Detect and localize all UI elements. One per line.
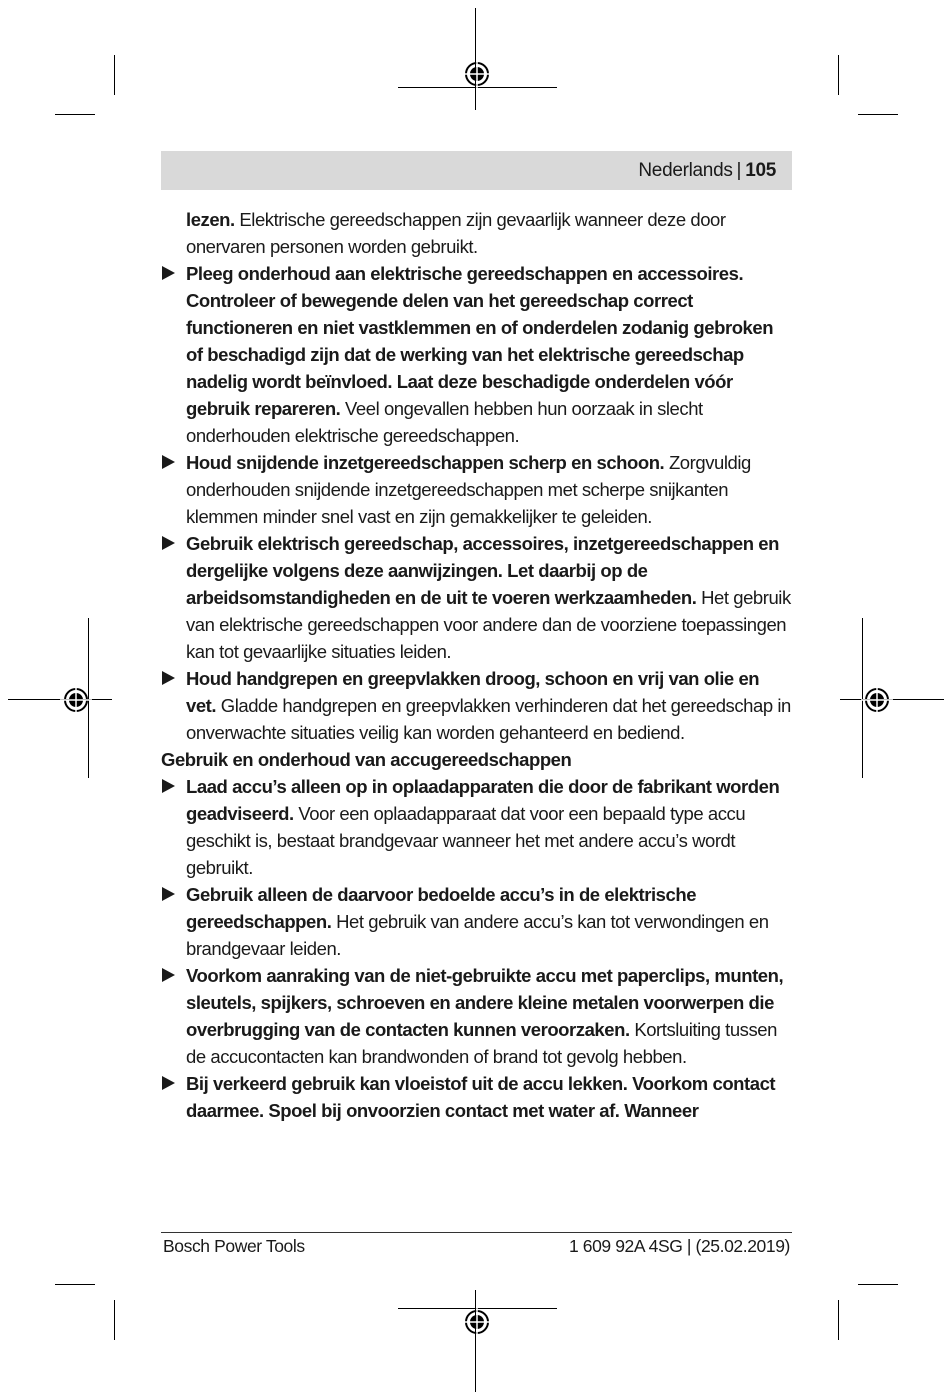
list-item — [161, 881, 793, 962]
bullet-triangle-icon — [162, 779, 175, 793]
list-item — [161, 530, 793, 665]
bullet-triangle-icon — [162, 266, 175, 280]
intro-bold: lezen. — [186, 209, 235, 230]
intro-text: Elektrische gereedschappen zijn gevaarlijk wanneer deze door onervaren personen worden gebruikt. — [186, 209, 726, 257]
item-bold: Houd snijdende inzetgereedschappen scherp en schoon. — [186, 452, 665, 473]
header-language: Nederlands — [638, 160, 733, 181]
item-bold: Bij verkeerd gebruik kan vloeistof uit de accu lekken. Voorkom contact daarmee. Spoel bij onvoorzien contact met water af. Wanneer — [186, 1073, 776, 1121]
footer-rule — [161, 1232, 792, 1233]
list-item — [161, 449, 793, 530]
item-bold: Pleeg onderhoud aan elektrische gereedschappen en accessoires. Controleer of bewegende delen van het gereedschap correct functioneren en niet vastklemmen en of onderdelen zodanig gebroken of beschadigd zijn dat de werking van het elektrische gereedschap nadelig wordt beïnvloed. Laat deze beschadigde onderdelen vóór gebruik repareren. — [186, 263, 774, 419]
list-item — [161, 773, 793, 881]
bullet-triangle-icon — [162, 671, 175, 685]
item-bold: Houd handgrepen en greepvlakken droog, schoon en vrij van olie en vet. — [186, 668, 760, 716]
registration-mark-icon — [60, 684, 92, 716]
bullet-triangle-icon — [162, 1076, 175, 1090]
page-header — [161, 151, 792, 190]
bullet-triangle-icon — [162, 887, 175, 901]
item-text: Veel ongevallen hebben hun oorzaak in slecht onderhouden elektrische gereedschappen. — [186, 398, 703, 446]
list-item — [161, 260, 793, 449]
header-separator: | — [736, 160, 742, 181]
footer-doc-id: 1 609 92A 4SG | (25.02.2019) — [568, 1236, 790, 1256]
item-text: Voor een oplaadapparaat dat voor een bepaald type accu geschikt is, bestaat brandgevaar wanneer het met andere accu’s wordt gebruikt. — [186, 803, 746, 878]
item-bold: Voorkom aanraking van de niet-gebruikte accu met paperclips, munten, sleutels, spijkers, schroeven en andere kleine metalen voorwerpen die overbrugging van de contacten kunnen veroorzaken. — [186, 965, 784, 1040]
header-text — [638, 160, 776, 182]
item-text: Gladde handgrepen en greepvlakken verhinderen dat het gereedschap in onverwachte situaties veilig kan worden gehanteerd en bediend. — [186, 695, 791, 743]
item-bold: Gebruik alleen de daarvoor bedoelde accu’s in de elektrische gereedschappen. — [186, 884, 697, 932]
list-item — [161, 1070, 793, 1124]
item-text: Kortsluiting tussen de accucontacten kan brandwonden of brand tot gevolg hebben. — [186, 1019, 777, 1067]
page-number: 105 — [745, 160, 776, 181]
bullet-triangle-icon — [162, 536, 175, 550]
registration-mark-icon — [461, 1306, 493, 1338]
bullet-triangle-icon — [162, 968, 175, 982]
footer-brand: Bosch Power Tools — [163, 1236, 305, 1256]
item-text: Het gebruik van elektrische gereedschappen voor andere dan de voorziene toepassingen kan tot gevaarlijke situaties leiden. — [186, 587, 791, 662]
bullet-triangle-icon — [162, 455, 175, 469]
item-bold: Laad accu’s alleen op in oplaadapparaten die door de fabrikant worden geadviseerd. — [186, 776, 780, 824]
item-text: Zorgvuldig onderhouden snijdende inzetgereedschappen met scherpe snijkanten klemmen minder snel vast en zijn gemakkelijker te geleiden. — [186, 452, 751, 527]
item-bold: Gebruik elektrisch gereedschap, accessoires, inzetgereedschappen en dergelijke volgens deze aanwijzingen. Let daarbij op de arbeidsomstandigheden en de uit te voeren werkzaamheden. — [186, 533, 779, 608]
list-item — [161, 962, 793, 1070]
list-item — [161, 665, 793, 746]
intro-paragraph — [161, 206, 793, 260]
item-text: Het gebruik van andere accu’s kan tot verwondingen en brandgevaar leiden. — [186, 911, 769, 959]
registration-mark-icon — [461, 58, 493, 90]
section-heading: Gebruik en onderhoud van accugereedschappen — [161, 749, 572, 770]
page-content — [161, 206, 793, 1124]
registration-mark-icon — [861, 684, 893, 716]
